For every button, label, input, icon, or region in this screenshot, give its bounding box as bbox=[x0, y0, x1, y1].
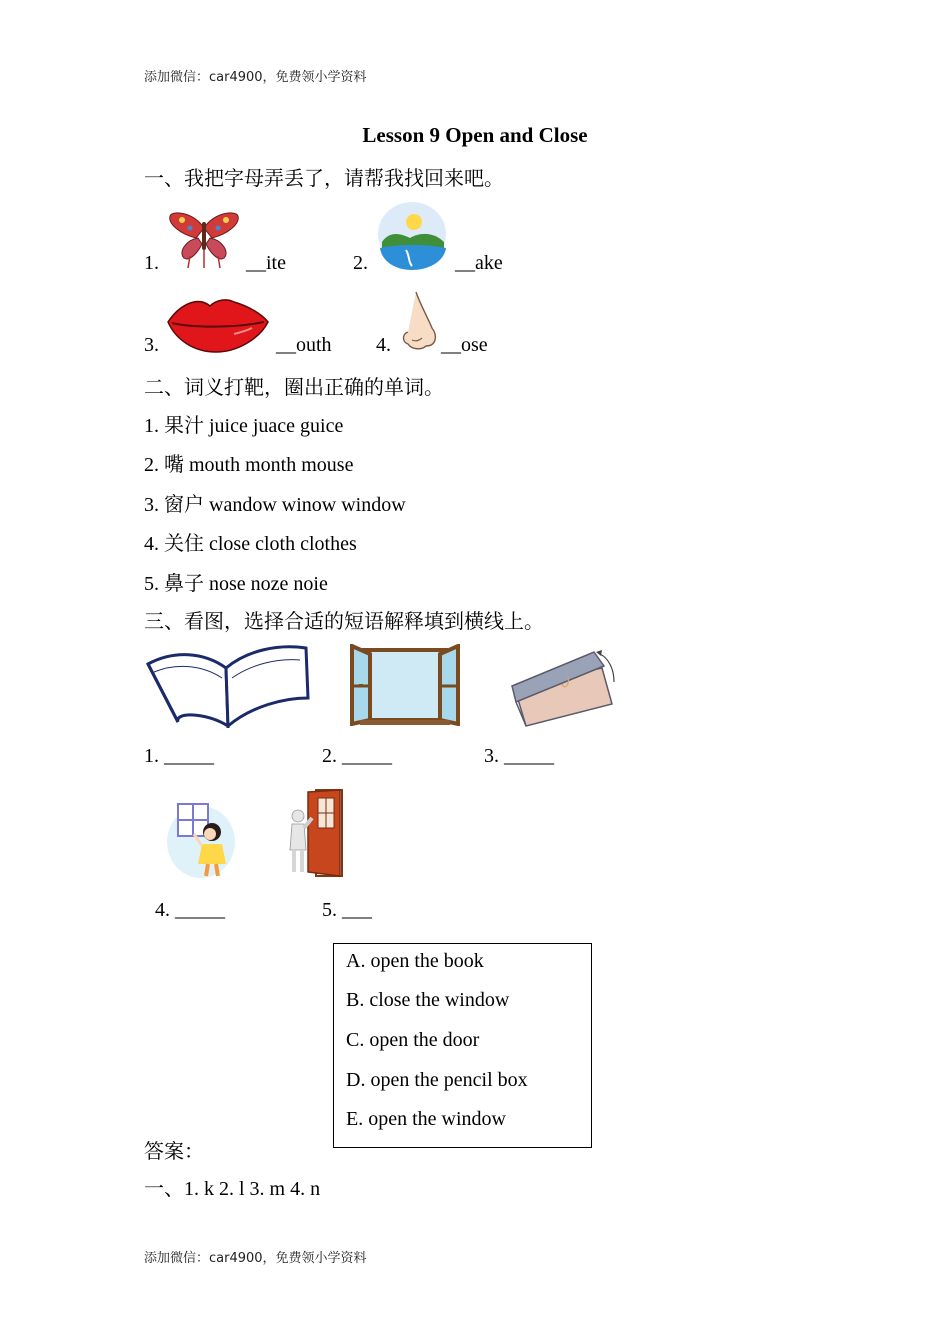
part2-line-4: 4. 关住 close cloth clothes bbox=[144, 533, 357, 555]
option-a: A. open the book bbox=[346, 950, 484, 972]
answers-heading: 答案： bbox=[144, 1141, 204, 1163]
open-door-icon bbox=[284, 788, 348, 878]
open-window-icon bbox=[350, 644, 460, 726]
part1-num-4: 4. bbox=[376, 334, 391, 356]
part3-blank-4: 4. _____ bbox=[155, 899, 225, 921]
part3-blank-1: 1. _____ bbox=[144, 745, 214, 767]
part3-blank-5: 5. ___ bbox=[322, 899, 372, 921]
part3-blank-3: 3. _____ bbox=[484, 745, 554, 767]
header-note: 添加微信：car4900，免费领小学资料 bbox=[144, 70, 367, 85]
lake-icon bbox=[376, 200, 448, 272]
part1-num-3: 3. bbox=[144, 334, 159, 356]
part1-num-1: 1. bbox=[144, 252, 159, 274]
open-book-icon bbox=[144, 642, 310, 728]
option-d: D. open the pencil box bbox=[346, 1069, 528, 1091]
part1-heading: 一、我把字母弄丢了，请帮我找回来吧。 bbox=[144, 168, 504, 190]
part2-line-1: 1. 果汁 juice juace guice bbox=[144, 415, 344, 437]
page-title: Lesson 9 Open and Close bbox=[362, 123, 588, 147]
part1-word-1: __ite bbox=[246, 252, 286, 274]
footer-note: 添加微信：car4900，免费领小学资料 bbox=[144, 1251, 367, 1266]
part3-heading: 三、看图，选择合适的短语解释填到横线上。 bbox=[144, 611, 544, 633]
part1-word-2: __ake bbox=[455, 252, 503, 274]
part1-word-3: __outh bbox=[276, 334, 332, 356]
part3-blank-2: 2. _____ bbox=[322, 745, 392, 767]
option-b: B. close the window bbox=[346, 989, 510, 1011]
answers-line-1: 一、1. k 2. l 3. m 4. n bbox=[144, 1178, 321, 1200]
part2-line-2: 2. 嘴 mouth month mouse bbox=[144, 454, 354, 476]
butterfly-kite-icon bbox=[166, 210, 242, 270]
option-e: E. open the window bbox=[346, 1108, 506, 1130]
part2-line-5: 5. 鼻子 nose noze noie bbox=[144, 573, 328, 595]
part1-word-4: __ose bbox=[441, 334, 488, 356]
part2-line-3: 3. 窗户 wandow winow window bbox=[144, 494, 406, 516]
nose-icon bbox=[398, 290, 442, 354]
girl-window-icon bbox=[164, 800, 238, 880]
part2-heading: 二、词义打靶，圈出正确的单词。 bbox=[144, 377, 444, 399]
part1-num-2: 2. bbox=[353, 252, 368, 274]
pencil-box-icon bbox=[508, 646, 620, 732]
lips-icon bbox=[164, 294, 272, 356]
options-box bbox=[333, 943, 592, 1148]
option-c: C. open the door bbox=[346, 1029, 480, 1051]
